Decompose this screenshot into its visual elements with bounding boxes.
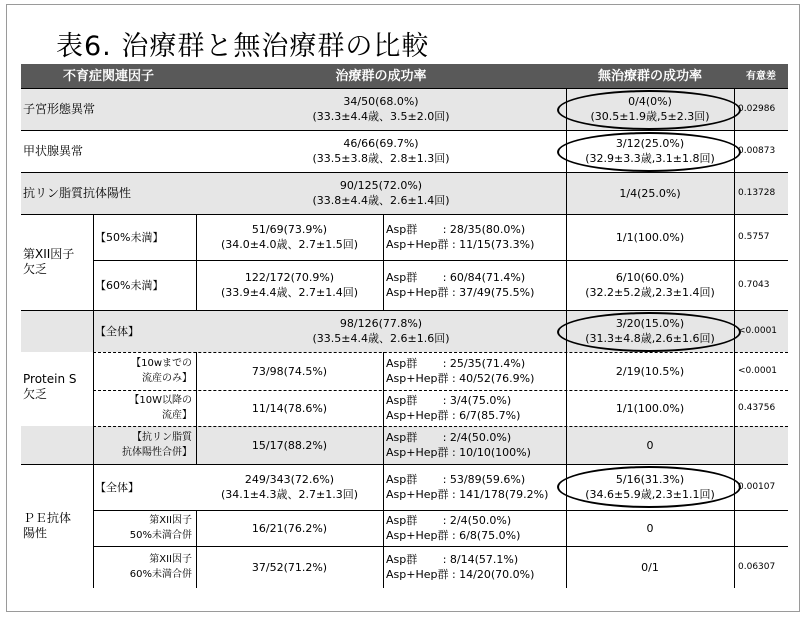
treated-rate: 249/343(72.6%) (244, 473, 335, 486)
asp-hep-line: Asp+Hep群 : 40/52(76.9%) (386, 372, 535, 385)
label-line: 【10wまでの (131, 358, 192, 369)
column-divider (196, 352, 197, 464)
label-line: 【抗リン脂質 (132, 432, 192, 443)
label-line: 50%未満合併 (129, 530, 192, 541)
row-divider (21, 464, 788, 465)
pvalue-cell: 0.02986 (738, 103, 776, 114)
untreated-detail: (30.5±1.9歳,5±2.3回) (590, 110, 710, 123)
pvalue-cell: 0.7043 (738, 279, 770, 290)
treated-cell: 15/17(88.2%) (251, 438, 328, 452)
asp-line: Asp群 : 2/4(50.0%) (386, 514, 512, 527)
untreated-detail: (32.9±3.3歳,3.1±1.8回) (585, 152, 715, 165)
asp-line: Asp群 : 8/14(57.1%) (386, 553, 519, 566)
row-divider (93, 260, 788, 261)
highlight-oval (557, 132, 741, 172)
treated-cell (196, 130, 566, 172)
highlight-oval (557, 312, 741, 352)
treated-cell (196, 214, 383, 260)
pvalue-cell: 0.43756 (738, 402, 776, 413)
asp-hep-line: Asp+Hep群 : 141/178(79.2%) (386, 488, 549, 501)
treated-rate: 90/125(72.0%) (339, 179, 423, 192)
sub-label: 【50%未満】 (95, 230, 164, 244)
treated-cell (196, 172, 566, 214)
asp-breakdown (383, 260, 566, 310)
treated-cell: 37/52(71.2%) (251, 560, 328, 574)
untreated-cell: 0 (646, 438, 654, 452)
label-line: Protein S (23, 372, 77, 386)
treated-cell: 11/14(78.6%) (251, 401, 328, 415)
row-divider (21, 214, 788, 215)
asp-breakdown (383, 390, 566, 426)
row-divider (93, 546, 788, 547)
asp-hep-line: Asp+Hep群 : 14/20(70.0%) (386, 568, 535, 581)
header-factor: 不育症関連因子 (21, 64, 196, 88)
label-line: 第XII因子 (23, 247, 75, 261)
asp-line: Asp群 : 3/4(75.0%) (386, 394, 512, 407)
column-divider (383, 352, 384, 588)
label-line: 欠乏 (23, 262, 48, 276)
asp-breakdown (383, 546, 566, 588)
asp-hep-line: Asp+Hep群 : 6/7(85.7%) (386, 409, 521, 422)
label-line: 第XII因子 (149, 515, 192, 526)
untreated-cell: 0 (646, 521, 654, 535)
column-divider (196, 510, 197, 588)
treated-cell (196, 260, 383, 310)
treated-rate: 122/172(70.9%) (244, 271, 335, 284)
sub-label (93, 352, 196, 390)
asp-breakdown (383, 464, 566, 510)
row-label-f12 (21, 214, 93, 310)
header-treated: 治療群の成功率 (196, 64, 566, 88)
row-label-pe (21, 464, 93, 588)
label-line: 抗体陽性合併】 (122, 447, 192, 458)
comparison-table (21, 64, 788, 581)
row-divider (21, 310, 788, 311)
column-divider (196, 214, 197, 310)
asp-hep-line: Asp+Hep群 : 10/10(100%) (386, 446, 531, 459)
row-divider-dashed (93, 390, 788, 391)
untreated-rate: 5/16(31.3%) (615, 473, 685, 486)
label-line: 流産】 (162, 410, 192, 421)
treated-cell: 16/21(76.2%) (251, 521, 328, 535)
treated-detail: (34.0±4.0歳、2.7±1.5回) (221, 238, 358, 251)
asp-line: Asp群 : 60/84(71.4%) (386, 271, 526, 284)
untreated-detail: (31.3±4.8歳,2.6±1.6回) (585, 332, 715, 345)
asp-hep-line: Asp+Hep群 : 37/49(75.5%) (386, 286, 535, 299)
untreated-detail: (32.2±5.2歳,2.3±1.4回) (585, 286, 715, 299)
asp-line: Asp群 : 53/89(59.6%) (386, 473, 526, 486)
row-label-uterine: 子宮形態異常 (23, 101, 96, 116)
asp-breakdown (383, 426, 566, 464)
untreated-detail: (34.6±5.9歳,2.3±1.1回) (585, 488, 715, 501)
untreated-cell: 2/19(10.5%) (615, 364, 685, 378)
row-label-protein-s (21, 310, 93, 464)
treated-rate: 51/69(73.9%) (251, 223, 328, 236)
treated-rate: 46/66(69.7%) (343, 137, 419, 150)
pvalue-cell (734, 510, 788, 546)
untreated-cell: 1/1(100.0%) (615, 230, 685, 244)
treated-cell (196, 88, 566, 130)
untreated-rate: 6/10(60.0%) (615, 271, 685, 284)
sub-label (93, 546, 196, 588)
treated-detail: (33.8±4.4歳、2.6±1.4回) (312, 194, 450, 207)
untreated-rate: 3/12(25.0%) (615, 137, 685, 150)
label-line: ＰＥ抗体 (23, 511, 72, 525)
row-divider (21, 88, 788, 89)
pvalue-cell: 0.5757 (738, 231, 770, 242)
asp-line: Asp群 : 28/35(80.0%) (386, 223, 526, 236)
asp-hep-line: Asp+Hep群 : 11/15(73.3%) (386, 238, 535, 251)
row-divider-dashed (93, 352, 788, 353)
asp-breakdown (383, 214, 566, 260)
sub-label: 【60%未満】 (95, 278, 164, 292)
treated-rate: 34/50(68.0%) (343, 95, 419, 108)
column-divider (93, 214, 94, 588)
asp-breakdown (383, 352, 566, 390)
slide-title: 表6. 治療群と無治療群の比較 (56, 31, 430, 62)
row-divider (93, 510, 788, 511)
row-divider (21, 130, 788, 131)
sub-label: 【全体】 (95, 324, 139, 338)
row-label-thyroid: 甲状腺異常 (23, 143, 84, 158)
label-line: 欠乏 (23, 387, 48, 401)
treated-detail: (33.5±3.8歳、2.8±1.3回) (312, 152, 450, 165)
untreated-cell: 0/1 (641, 560, 659, 574)
sub-label (93, 390, 196, 426)
row-label-apl: 抗リン脂質抗体陽性 (23, 185, 132, 200)
row-divider (21, 172, 788, 173)
asp-line: Asp群 : 25/35(71.4%) (386, 357, 526, 370)
pvalue-cell: <0.0001 (738, 325, 778, 336)
pvalue-cell: 0.00873 (738, 145, 776, 156)
untreated-cell (566, 260, 734, 310)
treated-detail: (34.1±4.3歳、2.7±1.3回) (221, 488, 358, 501)
untreated-rate: 0/4(0%) (628, 95, 672, 108)
header-pvalue: 有意差 (734, 64, 788, 88)
untreated-cell: 1/1(100.0%) (615, 401, 685, 415)
treated-cell: 73/98(74.5%) (251, 364, 328, 378)
label-line: 第XII因子 (149, 554, 192, 565)
asp-line: Asp群 : 2/4(50.0%) (386, 431, 512, 444)
sub-label: 【全体】 (95, 480, 139, 494)
label-line: 60%未満合併 (129, 569, 192, 580)
pvalue-cell: 0.06307 (738, 561, 776, 572)
treated-detail: (33.9±4.4歳、2.7±1.4回) (221, 286, 358, 299)
asp-hep-line: Asp+Hep群 : 6/8(75.0%) (386, 529, 521, 542)
treated-rate: 98/126(77.8%) (339, 317, 423, 330)
treated-detail: (33.3±4.4歳、3.5±2.0回) (312, 110, 450, 123)
pvalue-cell (734, 426, 788, 464)
untreated-cell: 1/4(25.0%) (619, 186, 681, 200)
label-line: 陽性 (23, 526, 48, 540)
pvalue-cell: 0.13728 (738, 187, 776, 198)
pvalue-cell: 0.00107 (738, 481, 776, 492)
treated-cell (196, 310, 566, 352)
treated-cell (196, 464, 383, 510)
label-line: 流産のみ】 (142, 373, 192, 384)
sub-label (93, 510, 196, 546)
sub-label (93, 426, 196, 464)
label-line: 【10W以降の (129, 395, 192, 406)
pvalue-cell: <0.0001 (738, 365, 778, 376)
untreated-rate: 3/20(15.0%) (615, 317, 685, 330)
highlight-oval (557, 90, 741, 130)
row-divider-dashed (93, 426, 788, 427)
asp-breakdown (383, 510, 566, 546)
header-untreated: 無治療群の成功率 (566, 64, 734, 88)
treated-detail: (33.5±4.4歳、2.6±1.6回) (312, 332, 450, 345)
column-divider (383, 214, 384, 310)
highlight-oval (557, 466, 741, 508)
